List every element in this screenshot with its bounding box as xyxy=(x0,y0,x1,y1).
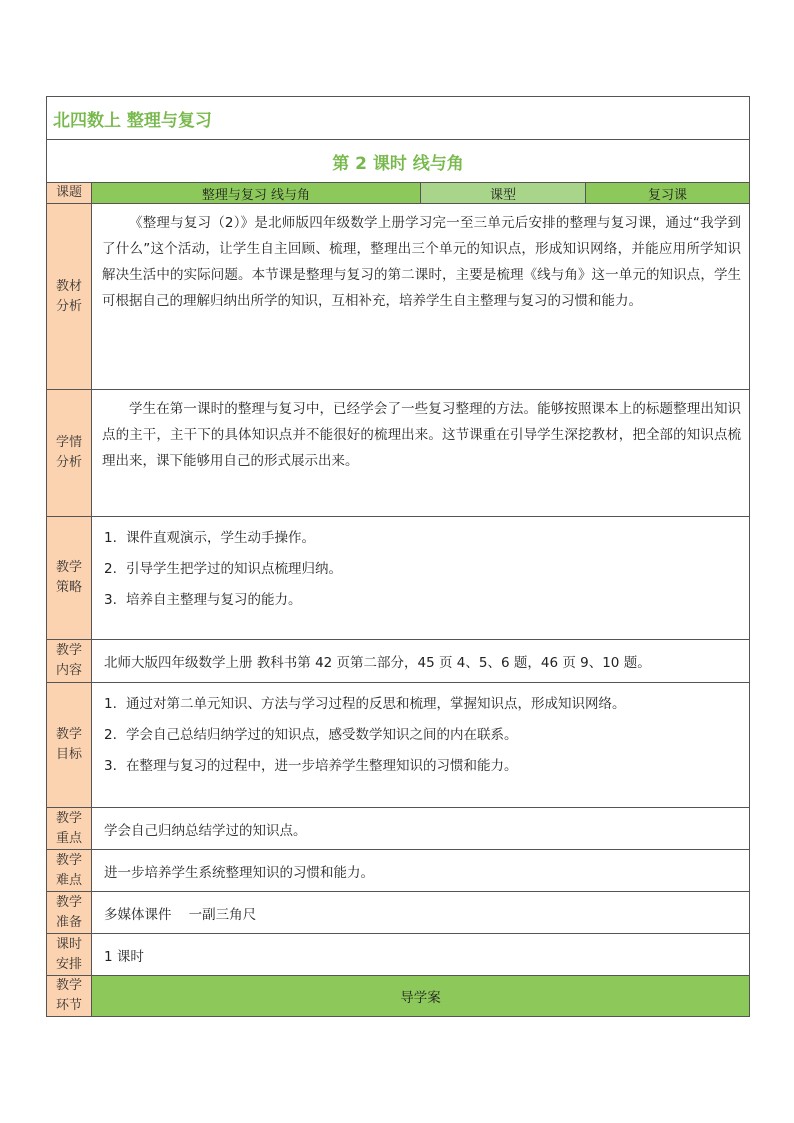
procedure-label: 教学 环节 xyxy=(47,976,92,1017)
textbook-analysis-label: 教材 分析 xyxy=(47,204,92,390)
key-points-label: 教学 重点 xyxy=(47,808,92,850)
lesson-subtitle: 第 2 课时 线与角 xyxy=(47,140,750,183)
subtitle-row xyxy=(47,140,750,183)
student-analysis-text: 学生在第一课时的整理与复习中，已经学会了一些复习整理的方法。能够按照课本上的标题整理出知识点的主干，主干下的具体知识点并不能很好的梳理出来。这节课重在引导学生深挖教材，把全部的知识点梳理出来，课下能够用自己的形式展示出来。 xyxy=(92,390,750,517)
topic-label: 课题 xyxy=(47,183,92,204)
list-item: 1. 通过对第二单元知识、方法与学习过程的反思和梳理，掌握知识点，形成知识网络。 xyxy=(104,696,626,712)
teaching-strategy-row xyxy=(47,517,750,640)
schedule-label: 课时 安排 xyxy=(47,934,92,976)
procedure-row xyxy=(47,976,750,1017)
list-item: 2. 学会自己总结归纳学过的知识点，感受数学知识之间的内在联系。 xyxy=(104,727,518,743)
lesson-plan-table xyxy=(46,96,750,1017)
student-analysis-row xyxy=(47,390,750,517)
title-row xyxy=(47,97,750,140)
info-row xyxy=(47,183,750,204)
teaching-strategy-list xyxy=(92,517,750,640)
textbook-analysis-row xyxy=(47,204,750,390)
procedure-text: 导学案 xyxy=(92,976,750,1017)
difficulties-row xyxy=(47,850,750,892)
teaching-strategy-label: 教学 策略 xyxy=(47,517,92,640)
difficulties-text: 进一步培养学生系统整理知识的习惯和能力。 xyxy=(92,850,750,892)
list-item: 1. 课件直观演示，学生动手操作。 xyxy=(104,530,315,546)
teaching-content-label: 教学 内容 xyxy=(47,640,92,683)
list-item: 2. 引导学生把学过的知识点梳理归纳。 xyxy=(104,561,342,577)
key-points-row xyxy=(47,808,750,850)
list-item: 3. 培养自主整理与复习的能力。 xyxy=(104,592,302,608)
teaching-goals-row xyxy=(47,683,750,808)
preparation-row xyxy=(47,892,750,934)
topic-value: 整理与复习 线与角 xyxy=(92,183,421,204)
type-value: 复习课 xyxy=(586,183,750,204)
lesson-plan-sheet xyxy=(46,96,749,1021)
teaching-goals-label: 教学 目标 xyxy=(47,683,92,808)
schedule-row xyxy=(47,934,750,976)
list-item: 3. 在整理与复习的过程中，进一步培养学生整理知识的习惯和能力。 xyxy=(104,758,518,774)
student-analysis-label: 学情 分析 xyxy=(47,390,92,517)
schedule-text: 1 课时 xyxy=(92,934,750,976)
document-title: 北四数上 整理与复习 xyxy=(47,97,750,140)
difficulties-label: 教学 难点 xyxy=(47,850,92,892)
key-points-text: 学会自己归纳总结学过的知识点。 xyxy=(92,808,750,850)
teaching-content-row xyxy=(47,640,750,683)
preparation-label: 教学 准备 xyxy=(47,892,92,934)
preparation-text: 多媒体课件 一副三角尺 xyxy=(92,892,750,934)
textbook-analysis-text: 《整理与复习（2）》是北师版四年级数学上册学习完一至三单元后安排的整理与复习课，通过“我学到了什么”这个活动，让学生自主回顾、梳理，整理出三个单元的知识点，形成知识网络，并能应用所学知识解决生活中的实际问题。本节课是整理与复习的第二课时，主要是梳理《线与角》这一单元的知识点，学生可根据自己的理解归纳出所学的知识，互相补充，培养学生自主整理与复习的习惯和能力。 xyxy=(92,204,750,390)
teaching-goals-list xyxy=(92,683,750,808)
type-label: 课型 xyxy=(421,183,586,204)
teaching-content-text: 北师大版四年级数学上册 教科书第 42 页第二部分，45 页 4、5、6 题，46 页 9、10 题。 xyxy=(92,640,750,683)
